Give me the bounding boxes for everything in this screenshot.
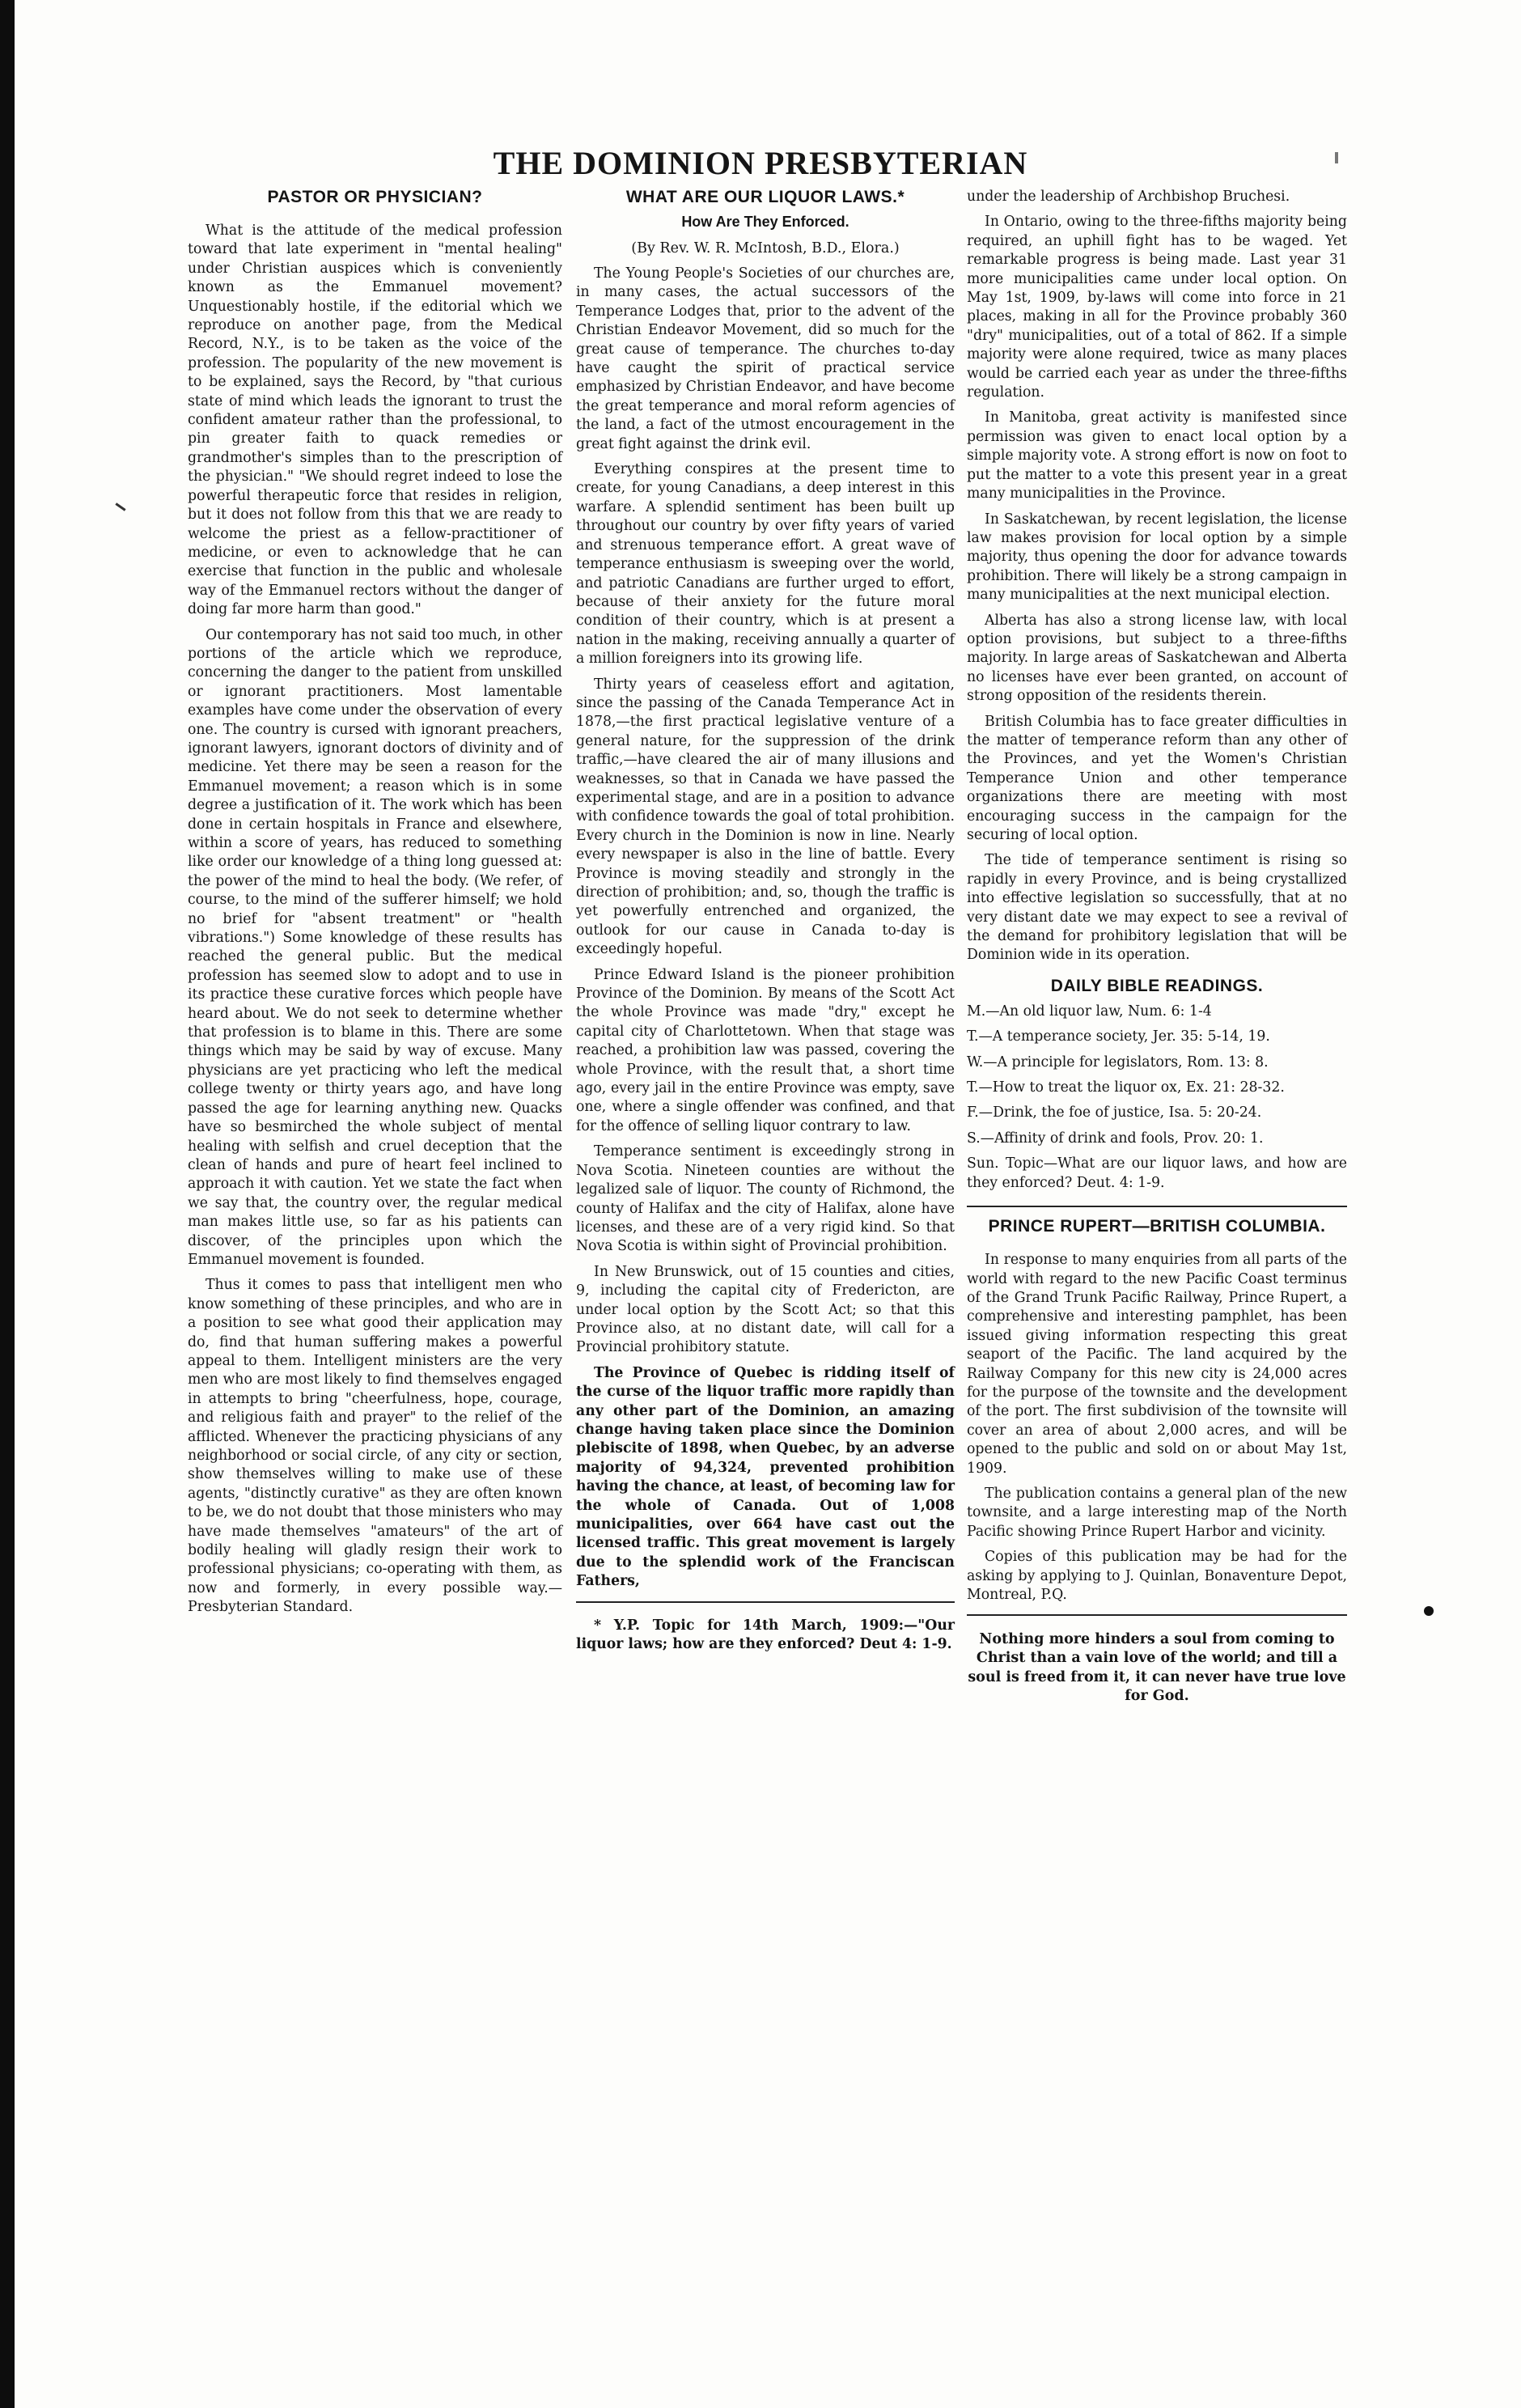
- paragraph: Alberta has also a strong license law, with local option provisions, but subject to a three-fifths majority. In large areas of Saskatchewan and Alberta no licenses have ever been granted, on account of strong opposition of the residents therein.: [967, 612, 1347, 705]
- bible-reading: Sun. Topic—What are our liquor laws, and how are they enforced? Deut. 4: 1-9.: [967, 1155, 1347, 1191]
- prince-rupert-heading: PRINCE RUPERT—BRITISH COLUMBIA.: [988, 1217, 1326, 1236]
- footnote-divider: [576, 1601, 955, 1603]
- margin-dot: [1424, 1606, 1434, 1616]
- paragraph: In New Brunswick, out of 15 counties and cities, 9, including the capital city of Fredericton, are under local option by the Scott Act; so that this Province also, at no distant date, will call for a Provincial prohibitory statute.: [576, 1263, 955, 1356]
- paragraph: The Young People's Societies of our churches are, in many cases, the actual successors of the Temperance Lodges that, prior to the advent of the Christian Endeavor Movement, did so much for the great cause of temperance. The churches to-day have caught the spirit of practical service emphasized by Christian Endeavor, and have become the great temperance and moral reform agencies of the land, a fact of the utmost encouragement in the great fight against the drink evil.: [576, 265, 955, 452]
- footnote: * Y.P. Topic for 14th March, 1909:—"Our liquor laws; how are they enforced? Deut 4: 1-9.: [576, 1617, 955, 1653]
- byline: (By Rev. W. R. McIntosh, B.D., Elora.): [631, 240, 900, 256]
- paragraph: Temperance sentiment is exceedingly strong in Nova Scotia. Nineteen counties are without the legalized sale of liquor. The county of Richmond, the county of Halifax and the city of Halifax, alone have licenses, and these are of a very rigid kind. So that Nova Scotia is within sight of Provincial prohibition.: [576, 1143, 955, 1255]
- paragraph: The Province of Quebec is ridding itself of the curse of the liquor traffic more rapidly than any other part of the Dominion, an amazing change having taken place since the Dominion plebiscite of 1898, when Quebec, by an adverse majority of 94,324, prevented prohibition having the chance, at least, of becoming law for the whole of Canada. Out of 1,008 municipalities, over 664 have cast out the licensed traffic. This great movement is largely due to the splendid work of the Franciscan Fathers,: [576, 1364, 955, 1590]
- column-left: [188, 188, 562, 1624]
- article-subheading: How Are They Enforced.: [681, 214, 849, 230]
- paragraph: What is the attitude of the medical profession toward that late experiment in "mental healing" under Christian auspices which is conveniently known as the Emmanuel movement? Unquestionably hostile, if the editorial which we reproduce on another page, from the Medical Record, N.Y., is to be taken as the voice of the profession. The popularity of the new movement is to be explained, says the Record, by "that curious state of mind which leads the ignorant to trust the confident amateur rather than the professional, to pin greater faith to quack remedies or grandmother's simples than to the prescription of the physician." "We should regret indeed to lose the powerful therapeutic force that resides in religion, but it does not follow from this that we are ready to welcome the priest as a fellow-practitioner of medicine, or even to acknowledge that he can exercise that function in the public and wholesale way of the Emmanuel rectors without the danger of doing far more harm than good.": [188, 223, 562, 618]
- margin-mark: [115, 502, 125, 511]
- paragraph: Copies of this publication may be had for the asking by applying to J. Quinlan, Bonaventure Depot, Montreal, P.Q.: [967, 1549, 1347, 1603]
- paragraph: British Columbia has to face greater difficulties in the matter of temperance reform than any other of the Provinces, and yet the Women's Christian Temperance Union and other temperance organizations there are meeting with most encouraging success in the campaign for the securing of local option.: [967, 713, 1347, 843]
- paragraph: The tide of temperance sentiment is rising so rapidly in every Province, and is being crystallized into effective legislation so successfully, that at no very distant date we may expect to see a revival of the demand for prohibitory legislation that will be Dominion wide in its operation.: [967, 852, 1347, 964]
- article-heading-pastor: PASTOR OR PHYSICIAN?: [267, 188, 483, 206]
- closing-divider: [967, 1614, 1347, 1616]
- paragraph: Everything conspires at the present time to create, for young Canadians, a deep interest in this warfare. A splendid sentiment has been built up throughout our country by over fifty years of varied and strenuous temperance effort. A great wave of temperance enthusiasm is sweeping over the world, and patriotic Canadians are further urged to effort, because of their anxiety for the future moral condition of their country, which is at present a nation in the making, receiving annually a quarter of a million foreigners into its growing life.: [576, 461, 955, 668]
- scan-border: [0, 0, 15, 2408]
- paragraph: The publication contains a general plan of the new townsite, and a large interesting map of the North Pacific showing Prince Rupert Harbor and vicinity.: [967, 1485, 1347, 1540]
- masthead: THE DOMINION PRESBYTERIAN: [493, 145, 1028, 181]
- paragraph: Thirty years of ceaseless effort and agitation, since the passing of the Canada Temperance Act in 1878,—the first practical legislative venture of a general nature, for the suppression of the drink traffic,—have cleared the air of many illusions and weaknesses, so that in Canada we have passed the experimental stage, and are in a position to advance with confidence towards the goal of total prohibition. Every church in the Dominion is now in line. Nearly every newspaper is also in the line of battle. Every Province is moving steadily and strongly in the direction of prohibition; and, so, though the traffic is yet powerfully entrenched and organized, the outlook for our cause in Canada to-day is exceedingly hopeful.: [576, 676, 955, 958]
- paragraph: Prince Edward Island is the pioneer prohibition Province of the Dominion. By means of the Scott Act the whole Province was made "dry," except he capital city of Charlottetown. When that stage was reached, a prohibition law was passed, covering the whole Province, with the result that, a short time ago, every jail in the entire Province was empty, save one, where a single offender was confined, and that for the offence of selling liquor contrary to law.: [576, 966, 955, 1134]
- paragraph: In response to many enquiries from all parts of the world with regard to the new Pacific Coast terminus of the Grand Trunk Pacific Railway, Prince Rupert, a comprehensive and interesting pamphlet, has been issued giving information respecting this great seaport of the Pacific. The land acquired by the Railway Company for this new city is 24,000 acres for the purpose of the townsite and the development of the port. The first subdivision of the townsite will cover an area of about 2,000 acres, and will be opened to the public and sold on or about May 1st, 1909.: [967, 1252, 1347, 1477]
- paragraph: In Manitoba, great activity is manifested since permission was given to enact local option by a simple majority vote. A strong effort is now on foot to put the matter to a vote this present year in a great many municipalities in the Province.: [967, 409, 1347, 502]
- paragraph: Thus it comes to pass that intelligent men who know something of these principles, and who are in a position to see what good their application may do, find that human suffering makes a powerful appeal to them. Intelligent ministers are the very men who are most likely to find themselves engaged in attempts to bring "cheerfulness, hope, courage, and religious faith and prayer" to the relief of the afflicted. Whenever the practicing physicians of any neighborhood or social circle, of any city or section, show themselves willing to make use of these agents, "distinctly curative" as they are often known to be, we do not doubt that those ministers who may have made themselves "amateurs" of the art of bodily healing will gladly resign their work to professional physicians; co-operating with them, as now and formerly, in every possible way.—Presbyterian Standard.: [188, 1277, 562, 1616]
- bible-reading: F.—Drink, the foe of justice, Isa. 5: 20-24.: [967, 1104, 1262, 1121]
- paragraph: under the leadership of Archbishop Bruchesi.: [967, 189, 1290, 205]
- paragraph: In Saskatchewan, by recent legislation, the license law makes provision for local option by a simple majority, thus opening the door for advance towards prohibition. There will likely be a strong campaign in many municipalities at the next municipal election.: [967, 511, 1347, 604]
- paragraph: Our contemporary has not said too much, in other portions of the article which we reproduce, concerning the danger to the patient from unskilled or ignorant practitioners. Most lamentable examples have come under the observation of every one. The country is cursed with ignorant preachers, ignorant lawyers, ignorant doctors of divinity and of medicine. Yet there may be seen a reason for the Emmanuel movement; a reason which is in some degree a justification of it. The work which has been done in certain hospitals in France and elsewhere, within a score of years, has reduced to something like order our knowledge of a thing long guessed at: the power of the mind to heal the body. (We refer, of course, to the mind of the sufferer himself; we hold no brief for "absent treatment" or "health vibrations.") Some knowledge of these results has reached the general public. But the medical profession has seemed slow to adopt and to use in its practice these curative forces which people have heard about. We do not seek to determine whether that profession is to blame in this. There are some things which may be said by way of excuse. Many physicians are yet practicing who left the medical college twenty or thirty years ago, and have long passed the age for learning anything new. Quacks have so besmirched the whole subject of mental healing with selfish and cruel deception that the clean of hands and pure of heart feel inclined to approach it with caution. Yet we state the fact when we say that, the country over, the regular medical man makes little use, so far as his patients can discover, of the principles upon which the Emmanuel movement is founded.: [188, 626, 562, 1268]
- section-divider: [967, 1206, 1347, 1207]
- column-middle: [576, 188, 955, 1668]
- bible-reading: T.—How to treat the liquor ox, Ex. 21: 28-32.: [967, 1079, 1285, 1096]
- bible-reading: W.—A principle for legislators, Rom. 13: 8.: [967, 1054, 1269, 1070]
- article-heading-liquor-laws: WHAT ARE OUR LIQUOR LAWS.*: [625, 188, 905, 206]
- bible-readings-heading: DAILY BIBLE READINGS.: [1050, 976, 1264, 995]
- paragraph: In Ontario, owing to the three-fifths majority being required, an uphill fight has to be waged. Yet remarkable progress is being made. Last year 31 more municipalities came under local option. On May 1st, 1909, by-laws will come into force in 21 places, making in all for the Province probably 360 "dry" municipalities, out of a total of 862. If a simple majority were alone required, twice as many places would be carried each year as under the three-fifths regulation.: [967, 214, 1347, 401]
- bible-reading: S.—Affinity of drink and fools, Prov. 20: 1.: [967, 1130, 1264, 1147]
- bible-reading: T.—A temperance society, Jer. 35: 5-14, 19.: [967, 1028, 1270, 1045]
- bible-reading: M.—An old liquor law, Num. 6: 1-4: [967, 1003, 1212, 1020]
- closing-quote: Nothing more hinders a soul from coming to Christ than a vain love of the world; and till a soul is freed from it, it can never have true love for God.: [968, 1630, 1346, 1705]
- column-right: [967, 188, 1347, 1720]
